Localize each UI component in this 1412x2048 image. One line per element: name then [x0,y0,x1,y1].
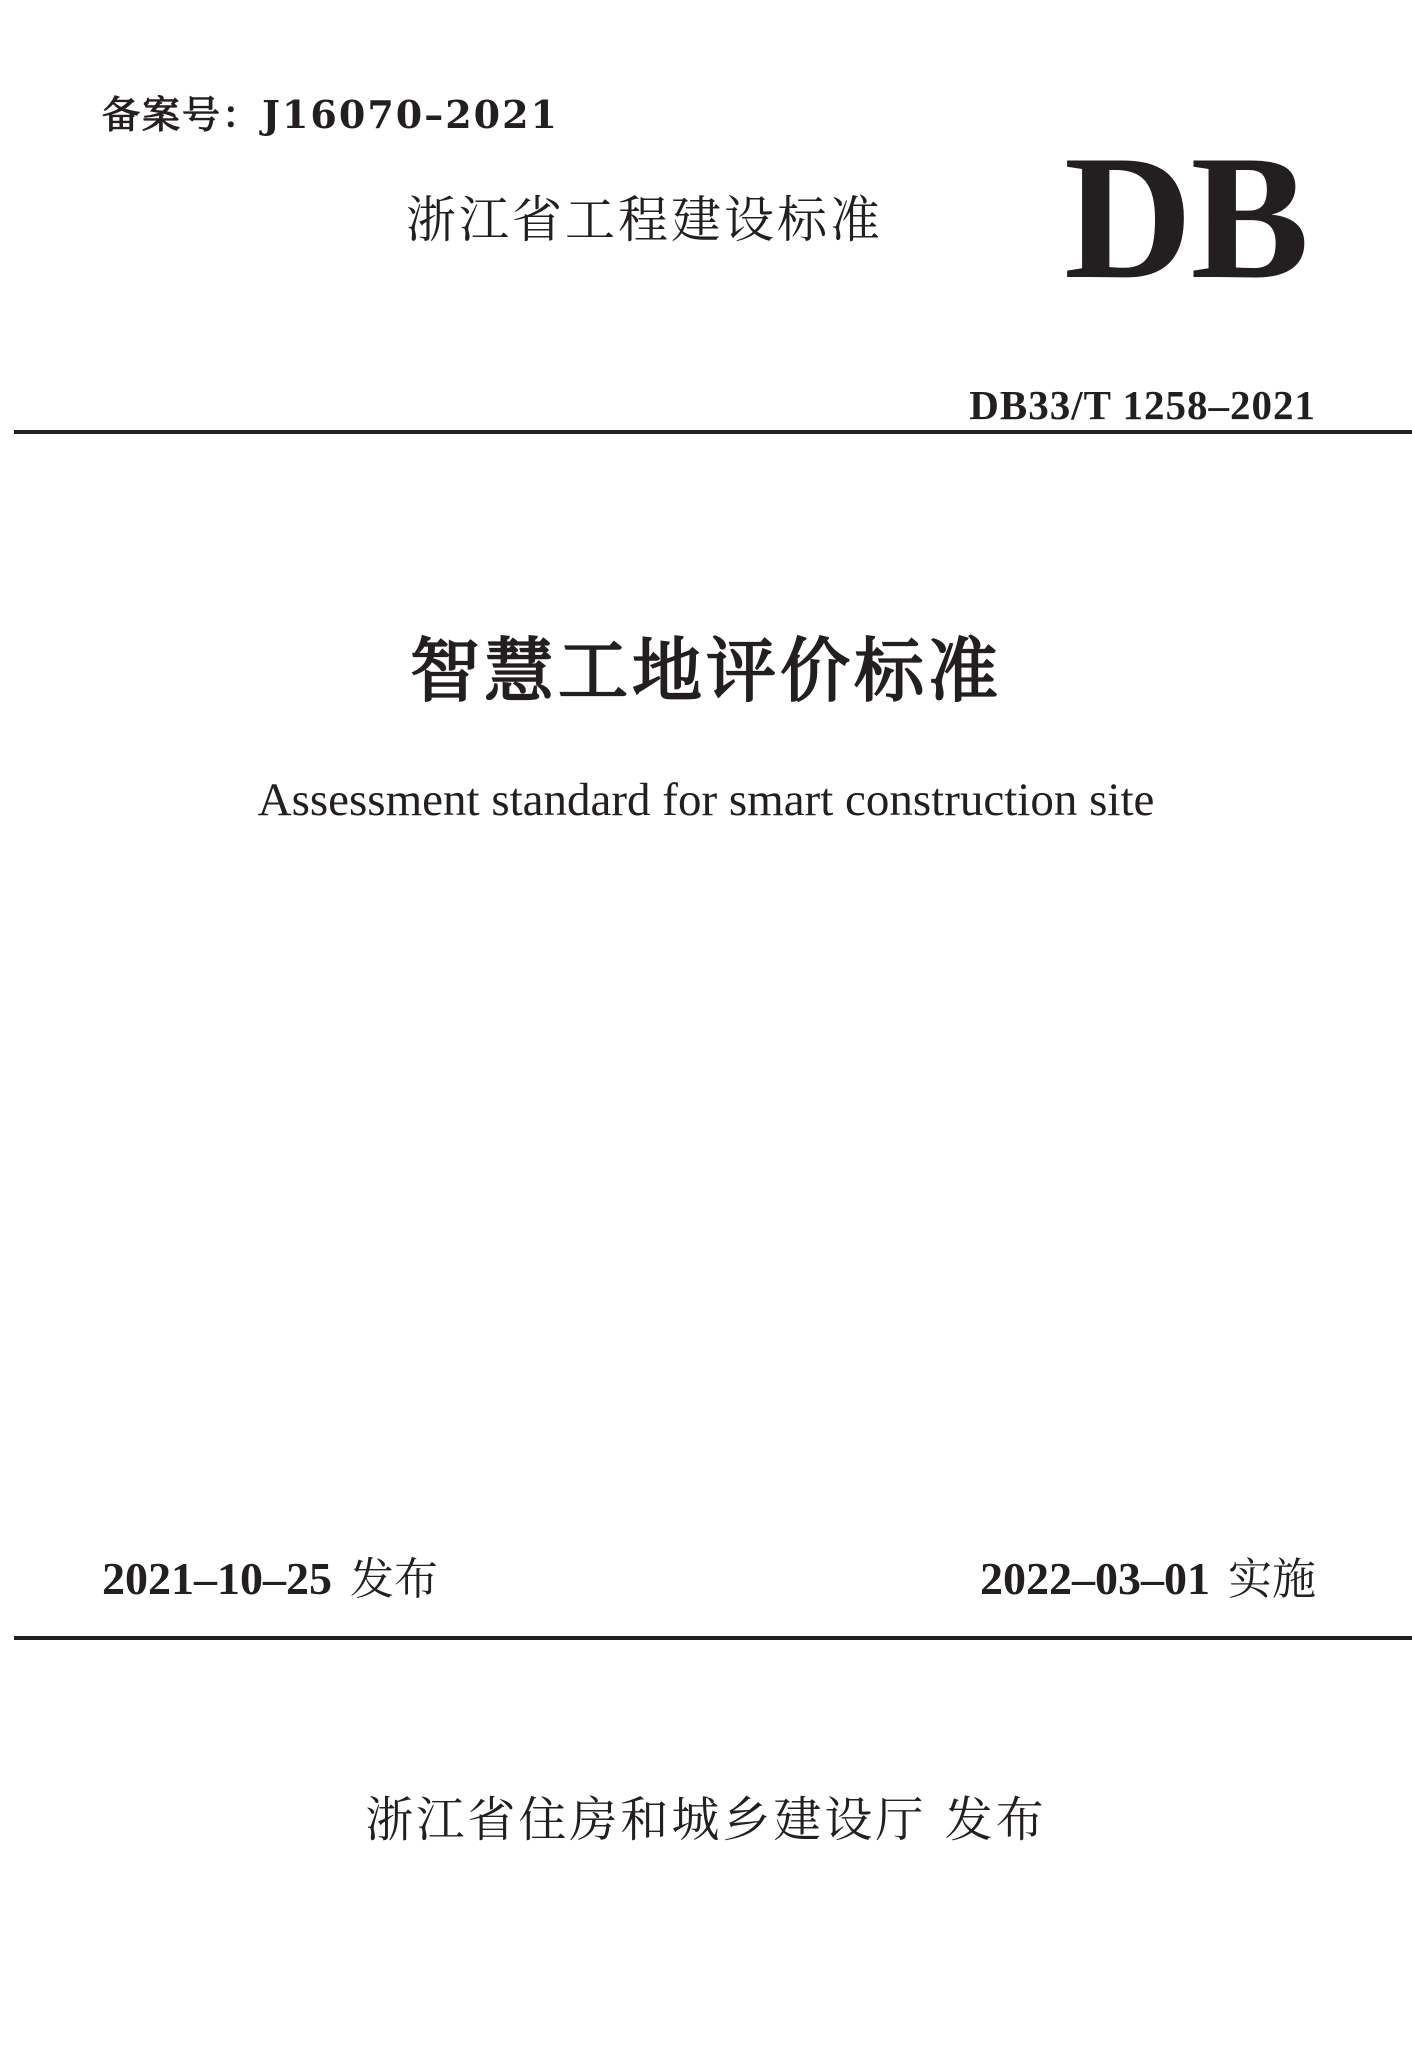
bottom-divider [14,1636,1412,1640]
record-number-label: 备案号： [102,93,263,137]
top-divider [14,430,1412,434]
publisher: 浙江省住房和城乡建设厅 发布 [365,1792,1047,1848]
issue-date: 2021–10–25 [102,1553,332,1604]
issue-date-block [102,1553,438,1605]
implementation-date: 2022–03–01 [980,1553,1210,1604]
standard-code: DB33/T 1258–2021 [969,382,1316,428]
record-number-value: J16070–2021 [262,92,559,137]
document-title-en: Assessment standard for smart construction site [257,774,1155,826]
issue-label: 发布 [350,1554,438,1605]
implementation-date-block [980,1553,1316,1605]
record-number [102,92,559,137]
implementation-label: 实施 [1228,1554,1316,1605]
standard-category: 浙江省工程建设标准 [406,191,883,249]
db-logo: DB [1064,118,1308,316]
document-title-cn: 智慧工地评价标准 [410,629,1002,712]
